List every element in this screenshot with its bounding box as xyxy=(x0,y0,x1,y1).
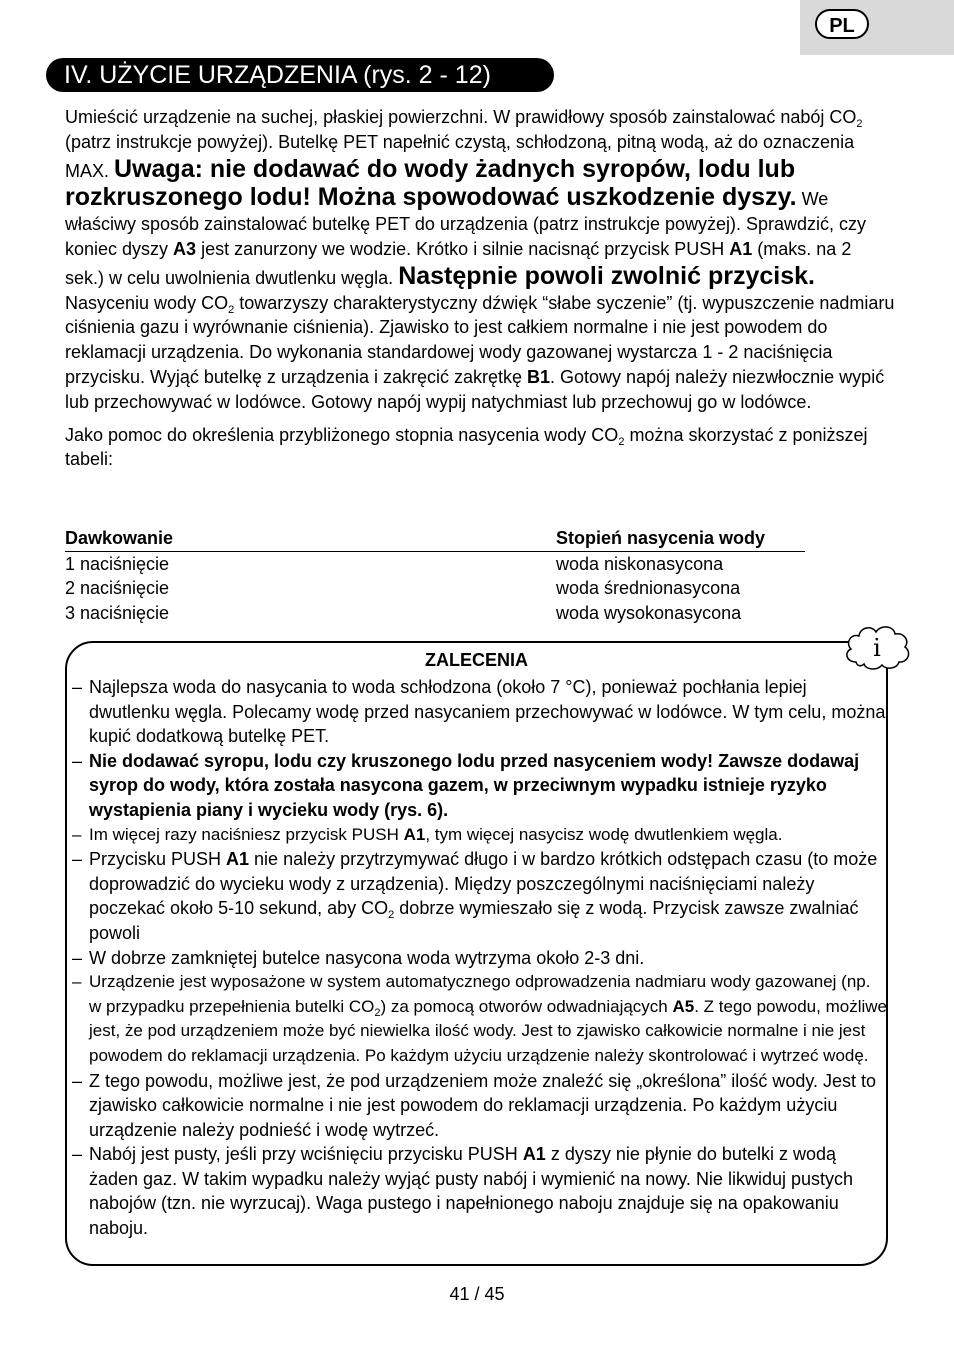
table-header: Dawkowanie Stopień nasycenia wody xyxy=(65,526,805,552)
intro-paragraph: Umieścić urządzenie na suchej, płaskiej powierzchni. W prawidłowy sposób zainstalować nabój $CO_2$ (patrz instrukcje powyżej). Butelkę PET napełnić czystą, schłodzoną, pitną wodą, aż do oznaczenia MAX. Uwaga: nie dodawać do wody żadnych syropów, lodu lub rozkruszonego lodu! Można spowodować uszkodzenie dyszy. We właściwy sposób zainstalować butelkę PET do urządzenia (patrz instrukcje powyżej). Sprawdzić, czy koniec dyszy A3 jest zanurzony we wodzie. Krótko i silnie nacisnąć przycisk PUSH A1 (maks. na 2 sek.) w celu uwolnienia dwutlenku węgla. Następnie powoli zwolnić przycisk. Nasyceniu wody $CO_2$ towarzyszy charakterystyczny dźwięk “słabe syczenie” (tj. wypuszczenie nadmiaru ciśnienia gazu i wyrównanie ciśnienia). Zjawisko to jest całkiem normalne i nie jest powodem do reklamacji urządzenia. Do wykonania standardowej wody gazowanej wystarcza 1 - 2 naciśnięcia przycisku. Wyjąć butelkę z urządzenia i zakręcić zakrętkę B1. Gotowy napój należy niezwłocznie wypić lub przechowywać w lodówce. Gotowy napój wypij natychmiast lub przechowuj go w lodówce. xyxy=(65,107,895,412)
language-tab xyxy=(800,0,954,55)
list-item: – Im więcej razy naciśniesz przycisk PUSH A1, tym więcej nasycisz wodę dwutlenkiem węgla. xyxy=(72,824,783,844)
recommendations-title: ZALECENIA xyxy=(425,650,528,670)
table-row: 3 naciśnięcie woda wysokonasycona xyxy=(65,602,742,623)
table-row: 2 naciśnięcie woda średnionasycona xyxy=(65,578,741,598)
list-item: – Urządzenie jest wyposażone w system automatycznego odprowadzenia nadmiaru wody gazowanej (np. w przypadku przepełnienia butelki $CO_2$) za pomocą otworów odwadniających A5. Z tego powodu, możliwe jest, że pod urządzeniem może być niewielka ilość wody. Jest to zjawisko całkowicie normalne i nie jest powodem do reklamacji urządzenia. Po każdym użyciu urządzenie należy skontrolować i wytrzeć wodę. xyxy=(72,972,887,1065)
warning-text: Uwaga: nie dodawać do wody żadnych syropów, lodu lub rozkruszonego lodu! Można spowodować uszkodzenie dyszy. xyxy=(65,154,797,212)
svg-text:i: i xyxy=(873,634,881,662)
table-row: 1 naciśnięcie woda niskonasycona xyxy=(65,553,724,574)
list-item: – W dobrze zamkniętej butelce nasycona woda wytrzyma około 2-3 dni. xyxy=(72,947,645,968)
table-intro: Jako pomoc do określenia przybliżonego stopnia nasycenia wody $CO_2$ można skorzystać z poniższej tabeli: xyxy=(65,424,868,470)
usage-instructions xyxy=(65,105,895,472)
list-item: – Nabój jest pusty, jeśli przy wciśnięciu przycisku PUSH A1 z dyszy nie płynie do butelki z wodą żaden gaz. W takim wypadku należy wyjąć pusty nabój i wymienić na nowy. Nie likwiduj pustych nabojów (tzn. nie wyrzucaj). Waga pustego i napełnionego naboju znajduje się na opakowaniu naboju. xyxy=(72,1144,853,1239)
recommendations-list xyxy=(72,675,887,1241)
section-title: IV. UŻYCIE URZĄDZENIA (rys. 2 - 12) xyxy=(46,58,554,92)
list-item: – Nie dodawać syropu, lodu czy kruszonego lodu przed nasyceniem wody! Zawsze dodawaj syrop do wody, która została nasycona gazem, w przeciwnym wypadku istnieje ryzyko wystapienia piany i wycieku wody (rys. 6). xyxy=(72,750,860,820)
release-warning: Następnie powoli zwolnić przycisk. xyxy=(398,261,815,290)
saturation-table xyxy=(65,526,805,625)
list-item: – Najlepsza woda do nasycania to woda schłodzona (około 7 °C), ponieważ pochłania lepiej dwutlenku węgla. Polecamy wodę przed nasycaniem przechowywać w lodówce. W tym celu, można kupić dodatkową butelkę PET. xyxy=(72,677,886,747)
list-item: – Przycisku PUSH A1 nie należy przytrzymywać długo i w bardzo krótkich odstępach czasu (to może doprowadzić do wycieku wody z urządzenia). Między poszczególnymi naciśnięciami należy poczekać około 5-10 sekund, aby $CO_2$ dobrze wymieszało się z wodą. Przycisk zawsze zwalniać powoli xyxy=(72,849,878,943)
language-badge: PL xyxy=(815,9,869,39)
list-item: – Z tego powodu, możliwe jest, że pod urządzeniem może znaleźć się „określona” ilość wody. Jest to zjawisko całkowicie normalne i nie jest powodem do reklamacji urządzenia. Po każdym użyciu urządzenie należy podnieść i wodę wytrzeć. xyxy=(72,1070,877,1140)
page-number: 41 / 45 xyxy=(449,1284,505,1304)
